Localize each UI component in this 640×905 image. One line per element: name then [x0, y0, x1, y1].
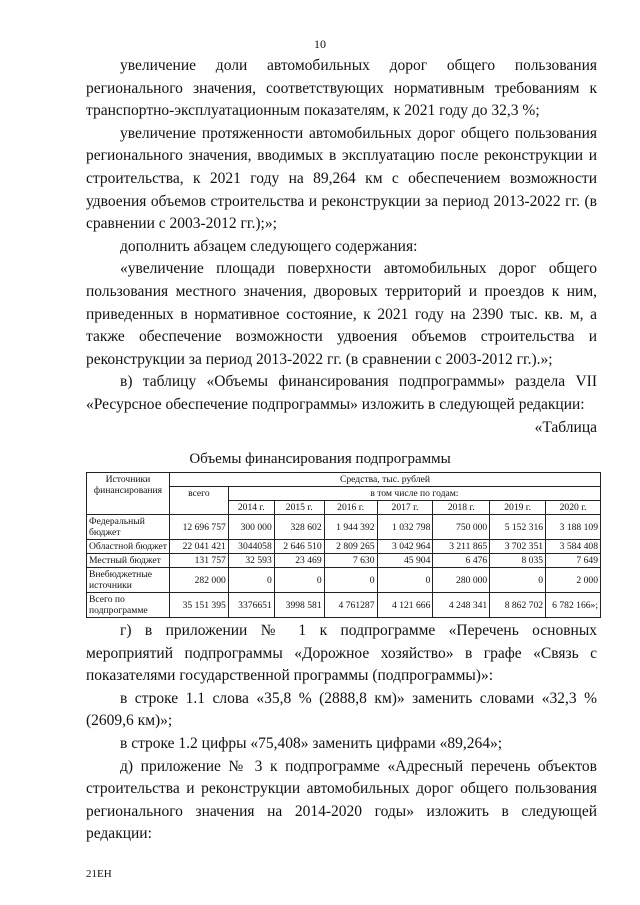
table-header-total: всего: [169, 487, 228, 515]
body-text-bottom: [86, 620, 597, 846]
table-header-year: 2018 г.: [433, 501, 490, 515]
row-value: 0: [377, 568, 433, 593]
row-value: 300 000: [228, 515, 274, 540]
financing-table: [86, 472, 601, 618]
page-number: 10: [314, 37, 326, 51]
table-label: «Таблица: [534, 418, 597, 436]
row-value: 2 000: [546, 568, 601, 593]
table-header-year: 2014 г.: [228, 501, 274, 515]
row-value: 3 211 865: [433, 540, 490, 554]
row-value: 3376651: [228, 593, 274, 618]
row-value: 45 904: [377, 554, 433, 568]
row-value: 8 035: [490, 554, 546, 568]
table-row: [87, 568, 601, 593]
paragraph: г) в приложении № 1 к подпрограмме «Перечень основных мероприятий подпрограммы «Дорожное хозяйство» в графе «Связь с показателями государственной программы (подпрограммы)»:: [86, 622, 597, 685]
row-value: 1 944 392: [324, 515, 377, 540]
paragraph: в строке 1.1 слова «35,8 % (2888,8 км)» заменить словами «32,3 % (2609,6 км)»;: [86, 689, 597, 730]
table-header-funds: Средства, тыс. рублей: [169, 473, 600, 487]
row-value: 1 032 798: [377, 515, 433, 540]
row-value: 0: [274, 568, 324, 593]
table-header-year: 2016 г.: [324, 501, 377, 515]
row-value: 3 702 351: [490, 540, 546, 554]
row-value: 23 469: [274, 554, 324, 568]
row-value: 2 646 510: [274, 540, 324, 554]
row-value: 2 809 265: [324, 540, 377, 554]
row-value: 6 782 166»;: [546, 593, 601, 618]
table-row: [87, 540, 601, 554]
row-value: 32 593: [228, 554, 274, 568]
paragraph: «увеличение площади поверхности автомобильных дорог общего пользования местного значения, дворовых территорий и проездов к ним, приведенных в нормативное состояние, к 2021 году на 2390 тыс. кв. м, а также обеспечение возможности удвоения объемов строительства и реконструкции за период 2013-2022 гг. (в сравнении с 2003-2012 гг.).»;: [86, 260, 597, 368]
table-header-year: 2020 г.: [546, 501, 601, 515]
row-total: 131 757: [169, 554, 228, 568]
row-value: 0: [228, 568, 274, 593]
row-source: Внебюджетные источники: [87, 568, 170, 593]
table-row: [87, 515, 601, 540]
row-value: 3 584 408: [546, 540, 601, 554]
paragraph: д) приложение № 3 к подпрограмме «Адресный перечень объектов строительства и реконструкции автомобильных дорог общего пользования регионального значения на 2014-2020 годы» изложить в следующей редакции:: [86, 757, 597, 843]
row-source: Областной бюджет: [87, 540, 170, 554]
row-value: 0: [490, 568, 546, 593]
row-value: 4 761287: [324, 593, 377, 618]
row-total: 35 151 395: [169, 593, 228, 618]
table-header-year: 2015 г.: [274, 501, 324, 515]
row-source: Местный бюджет: [87, 554, 170, 568]
row-value: 4 248 341: [433, 593, 490, 618]
table-header-year: 2019 г.: [490, 501, 546, 515]
row-source: Федеральный бюджет: [87, 515, 170, 540]
table-header-year: 2017 г.: [377, 501, 433, 515]
row-value: 6 476: [433, 554, 490, 568]
paragraph: увеличение доли автомобильных дорог общего пользования регионального значения, соответствующих нормативным требованиям к транспортно-эксплуатационным показателям, к 2021 году до 32,3 %;: [86, 57, 597, 120]
table-header-including: в том числе по годам:: [228, 487, 600, 501]
row-value: 3998 581: [274, 593, 324, 618]
table-header-sources: Источники финансирования: [87, 473, 170, 515]
row-value: 3044058: [228, 540, 274, 554]
row-value: 750 000: [433, 515, 490, 540]
row-value: 280 000: [433, 568, 490, 593]
row-source: Всего по подпрограмме: [87, 593, 170, 618]
footer-code: 21ЕН: [86, 868, 112, 880]
table-caption: Объемы финансирования подпрограммы: [189, 451, 451, 467]
row-value: 8 862 702: [490, 593, 546, 618]
row-value: 7 649: [546, 554, 601, 568]
paragraph: в строке 1.2 цифры «75,408» заменить цифрами «89,264»;: [120, 734, 503, 752]
row-value: 0: [324, 568, 377, 593]
body-text-top: [86, 55, 597, 439]
row-value: 3 188 109: [546, 515, 601, 540]
row-total: 12 696 757: [169, 515, 228, 540]
table-row: [87, 593, 601, 618]
row-total: 22 041 421: [169, 540, 228, 554]
paragraph: увеличение протяженности автомобильных дорог общего пользования регионального значения, вводимых в эксплуатацию после реконструкции и строительства, к 2021 году на 89,264 км с обеспечением возможности удвоения объемов строительства и реконструкции за период 2013-2022 гг. (в сравнении с 2003-2012 гг.);»;: [86, 124, 597, 233]
table-row: [87, 554, 601, 568]
row-value: 5 152 316: [490, 515, 546, 540]
row-value: 4 121 666: [377, 593, 433, 618]
row-total: 282 000: [169, 568, 228, 593]
paragraph: дополнить абзацем следующего содержания:: [120, 237, 418, 255]
row-value: 7 630: [324, 554, 377, 568]
row-value: 328 602: [274, 515, 324, 540]
row-value: 3 042 964: [377, 540, 433, 554]
paragraph: в) таблицу «Объемы финансирования подпрограммы» раздела VII «Ресурсное обеспечение подпрограммы» изложить в следующей редакции:: [86, 373, 597, 413]
